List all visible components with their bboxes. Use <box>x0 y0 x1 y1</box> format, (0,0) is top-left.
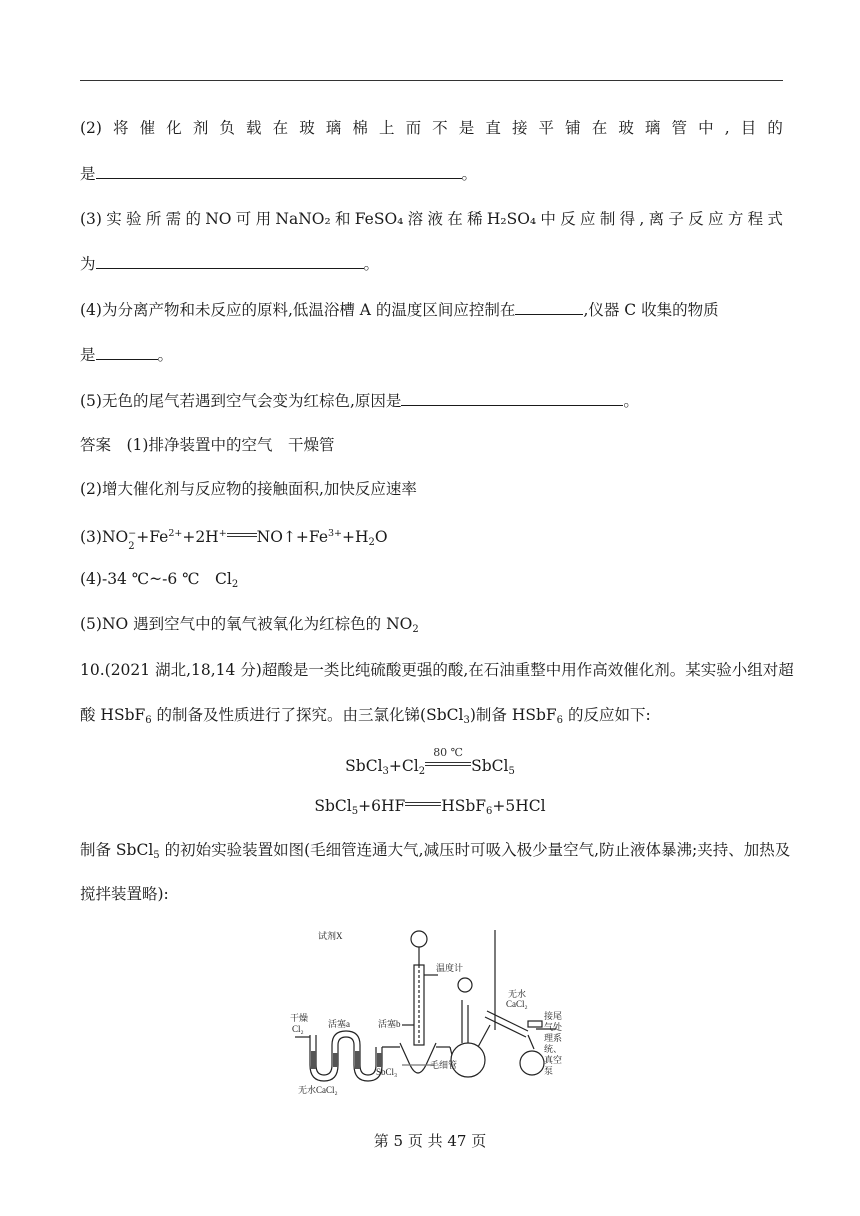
q2-token: 棉 <box>352 119 368 137</box>
eq1-left: SbCl <box>345 757 383 775</box>
q2-prefix: 是 <box>80 165 96 183</box>
q2-line1 <box>80 118 783 138</box>
q3-token: 得 <box>619 210 636 228</box>
q10-l3a: 制备 SbCl <box>80 841 154 859</box>
a3-products: NO↑+Fe <box>256 528 328 546</box>
label-tail-3: 理系 <box>544 1033 563 1043</box>
q10-line1: 10.(2021 湖北,18,14 分)超酸是一类比纯硫酸更强的酸,在石油重整中用作高效催化剂。某实验小组对超 <box>80 661 794 679</box>
a3-fe3-charge: 3+ <box>328 528 343 539</box>
q10-line4: 搅拌装置略): <box>80 885 169 903</box>
q2-token: 催 <box>139 119 156 137</box>
q3-token: 验 <box>126 210 142 228</box>
cacl2-fill <box>311 1051 382 1069</box>
q3-token: 需 <box>165 210 182 228</box>
q3-token: 所 <box>145 210 162 228</box>
a4-text: (4)-34 ℃~-6 ℃ Cl <box>80 570 232 588</box>
eq2-right: HSbF <box>441 797 487 815</box>
q3-token: 制 <box>599 210 616 228</box>
label-reagent-x: 试剂X <box>318 931 343 941</box>
eq2-mid: +6HF <box>358 797 406 815</box>
label-anhydrous: 无水 <box>508 989 527 999</box>
q3-token: NO <box>205 210 232 228</box>
q10-l3-sub: 5 <box>153 850 160 861</box>
q2-token: 管 <box>671 119 688 137</box>
q5-suffix: 。 <box>623 392 639 410</box>
q3-token: 的 <box>185 210 201 228</box>
eq1-mid-sub: 2 <box>418 766 426 777</box>
q3-token: H₂SO₄ <box>486 210 537 228</box>
equals-sign <box>227 531 257 539</box>
q2-token: 不 <box>432 119 448 137</box>
a3-water-h: +H <box>342 528 369 546</box>
q2-token: 负 <box>219 119 235 137</box>
eq2-equals <box>405 800 441 808</box>
equation-2 <box>0 796 860 822</box>
eq1-right-sub: 5 <box>508 766 515 777</box>
a3-fe: +Fe <box>136 528 169 546</box>
q10-line3 <box>80 840 790 866</box>
q2-token: 而 <box>405 119 422 137</box>
a3-water-o: O <box>374 528 388 546</box>
q10-l2-sub3: 6 <box>556 715 564 726</box>
label-capillary: 毛细管 <box>430 1060 458 1070</box>
a3-h-charge: + <box>218 528 227 539</box>
q3-token: 式 <box>767 210 783 228</box>
q2-answer-blank[interactable] <box>96 163 462 179</box>
q3-token: 在 <box>447 210 463 228</box>
q2-token: 化 <box>166 119 182 137</box>
eq2-right-sub: 6 <box>486 806 493 817</box>
q10-l2d: 的反应如下: <box>563 706 651 724</box>
q2-token: 剂 <box>192 119 209 137</box>
q4-suffix: 。 <box>157 346 174 364</box>
q3-token: 应 <box>708 210 724 228</box>
q5-text: (5)无色的尾气若遇到空气会变为红棕色,原因是 <box>80 392 402 410</box>
q2-token: 是 <box>458 119 475 137</box>
q2-token: 在 <box>272 119 289 137</box>
q3-token: 应 <box>580 210 596 228</box>
label-tail-2: 气处 <box>544 1022 563 1032</box>
answer-4 <box>80 569 238 595</box>
q10-l2a: 酸 HSbF <box>80 706 146 724</box>
answer-2: (2)增大催化剂与反应物的接触面积,加快反应速率 <box>80 480 417 498</box>
q10-l2-sub1: 6 <box>145 715 152 726</box>
q4-blank-temperature[interactable] <box>515 299 583 315</box>
answer-5 <box>80 614 419 640</box>
q4-line2 <box>80 344 173 365</box>
q2-token: 直 <box>485 119 501 137</box>
label-thermometer: 温度计 <box>436 963 464 973</box>
q2-token: 接 <box>511 119 528 137</box>
q10-l2-sub2: 3 <box>463 715 470 726</box>
q3-token: 离 <box>648 210 665 228</box>
q4-line1 <box>80 299 719 320</box>
q5-answer-blank[interactable] <box>401 390 623 406</box>
q10-l2b: 的制备及性质进行了探究。由三氯化锑(SbCl <box>151 706 464 724</box>
q4-text-a: (4)为分离产物和未反应的原料,低温浴槽 A 的温度区间应控制在 <box>80 301 516 319</box>
eq2-left-sub: 5 <box>351 806 359 817</box>
q2-token: 玻 <box>618 119 634 137</box>
q2-token: 铺 <box>565 119 581 137</box>
q2-token: 载 <box>246 119 262 137</box>
q10-l3b: 的初始实验装置如图(毛细管连通大气,减压时可吸入极少量空气,防止液体暴沸;夹持、加热及 <box>159 841 791 859</box>
q3-token: 中 <box>540 210 556 228</box>
answer-1: 答案 (1)排净装置中的空气 干燥管 <box>80 436 335 454</box>
q2-suffix: 。 <box>461 165 478 183</box>
a4-sub: 2 <box>231 579 239 590</box>
q2-token: 璃 <box>644 119 661 137</box>
eq1-condition: 80 ℃ <box>433 746 463 759</box>
q10-line2 <box>80 705 651 731</box>
a3-water-sub: 2 <box>368 537 375 548</box>
label-tail-6: 泵 <box>544 1066 554 1076</box>
q3-token: 稀 <box>467 210 483 228</box>
q3-token: 子 <box>668 210 684 228</box>
label-dry: 干燥 <box>290 1013 309 1023</box>
label-sbcl3: SbCl₃ <box>376 1067 398 1077</box>
a3-minus: − <box>128 528 137 539</box>
label-tail-1: 接尾 <box>544 1011 563 1021</box>
label-cl2: Cl₂ <box>292 1024 304 1034</box>
eq2-tail: +5HCl <box>492 797 546 815</box>
equation-1 <box>0 746 860 782</box>
q3-token: 实 <box>106 210 122 228</box>
q3-token: 方 <box>727 210 744 228</box>
q3-token: , <box>639 210 645 228</box>
q2-token: 将 <box>113 119 129 137</box>
q2-token: 玻 <box>299 119 315 137</box>
q2-token: 在 <box>591 119 608 137</box>
a3-h: +2H <box>182 528 219 546</box>
q3-token: 用 <box>255 210 272 228</box>
eq2-left: SbCl <box>314 797 352 815</box>
page-footer: 第 5 页 共 47 页 <box>373 1132 487 1150</box>
q2-token: 璃 <box>325 119 342 137</box>
q2-token: 平 <box>538 119 555 137</box>
q10-l2c: )制备 HSbF <box>469 706 557 724</box>
a3-sub-2: 2 <box>128 541 135 552</box>
q3-answer-blank[interactable] <box>96 253 364 269</box>
a3-fe-charge: 2+ <box>168 528 183 539</box>
eq1-arrow <box>425 746 471 769</box>
q3-prefix: 为 <box>80 255 96 273</box>
q3-token: 可 <box>235 210 252 228</box>
eq1-right: SbCl <box>471 757 509 775</box>
q2-token: , <box>724 119 730 137</box>
label-cacl2-bottom: 无水CaCl₂ <box>298 1085 338 1095</box>
header-rule <box>80 80 783 81</box>
a5-sub: 2 <box>412 624 419 635</box>
reaction-flask <box>382 931 450 1073</box>
eq1-left-sub: 3 <box>382 766 389 777</box>
q4-prefix: 是 <box>80 346 96 364</box>
a3-no: (3)NO <box>80 528 129 546</box>
q2-token: (2) <box>80 119 102 137</box>
eq1-mid: +Cl <box>388 757 419 775</box>
q3-token: 程 <box>747 210 764 228</box>
label-valve-b: 活塞b <box>378 1019 401 1029</box>
q2-token: 目 <box>740 119 757 137</box>
label-cacl2: CaCl₂ <box>506 999 528 1009</box>
apparatus-diagram <box>290 925 563 1100</box>
q4-blank-substance[interactable] <box>96 344 158 360</box>
drying-u-tubes <box>295 1031 382 1081</box>
q3-token: NaNO₂ <box>275 210 331 228</box>
q3-suffix: 。 <box>363 255 380 273</box>
q3-token: 和 <box>334 210 351 228</box>
q3-token: 液 <box>427 210 443 228</box>
q4-text-b: ,仪器 C 收集的物质 <box>583 301 719 319</box>
q3-token: FeSO₄ <box>354 210 404 228</box>
q2-token: 上 <box>378 119 395 137</box>
q3-token: 溶 <box>407 210 424 228</box>
label-valve-a: 活塞a <box>328 1019 350 1029</box>
q3-line1 <box>80 209 783 229</box>
q2-token: 中 <box>698 119 714 137</box>
q3-token: 反 <box>560 210 576 228</box>
q3-token: (3) <box>80 210 102 228</box>
q3-line2 <box>80 253 379 274</box>
q5-line <box>80 390 639 411</box>
q3-token: 反 <box>688 210 704 228</box>
q2-line2 <box>80 163 477 184</box>
label-tail-5: 真空 <box>544 1055 563 1065</box>
q2-token: 的 <box>767 119 783 137</box>
a5-text: (5)NO 遇到空气中的氧气被氧化为红棕色的 NO <box>80 615 413 633</box>
answer-3 <box>80 524 388 553</box>
a3-ion-charge <box>128 528 137 552</box>
label-tail-4: 统、 <box>544 1044 563 1054</box>
